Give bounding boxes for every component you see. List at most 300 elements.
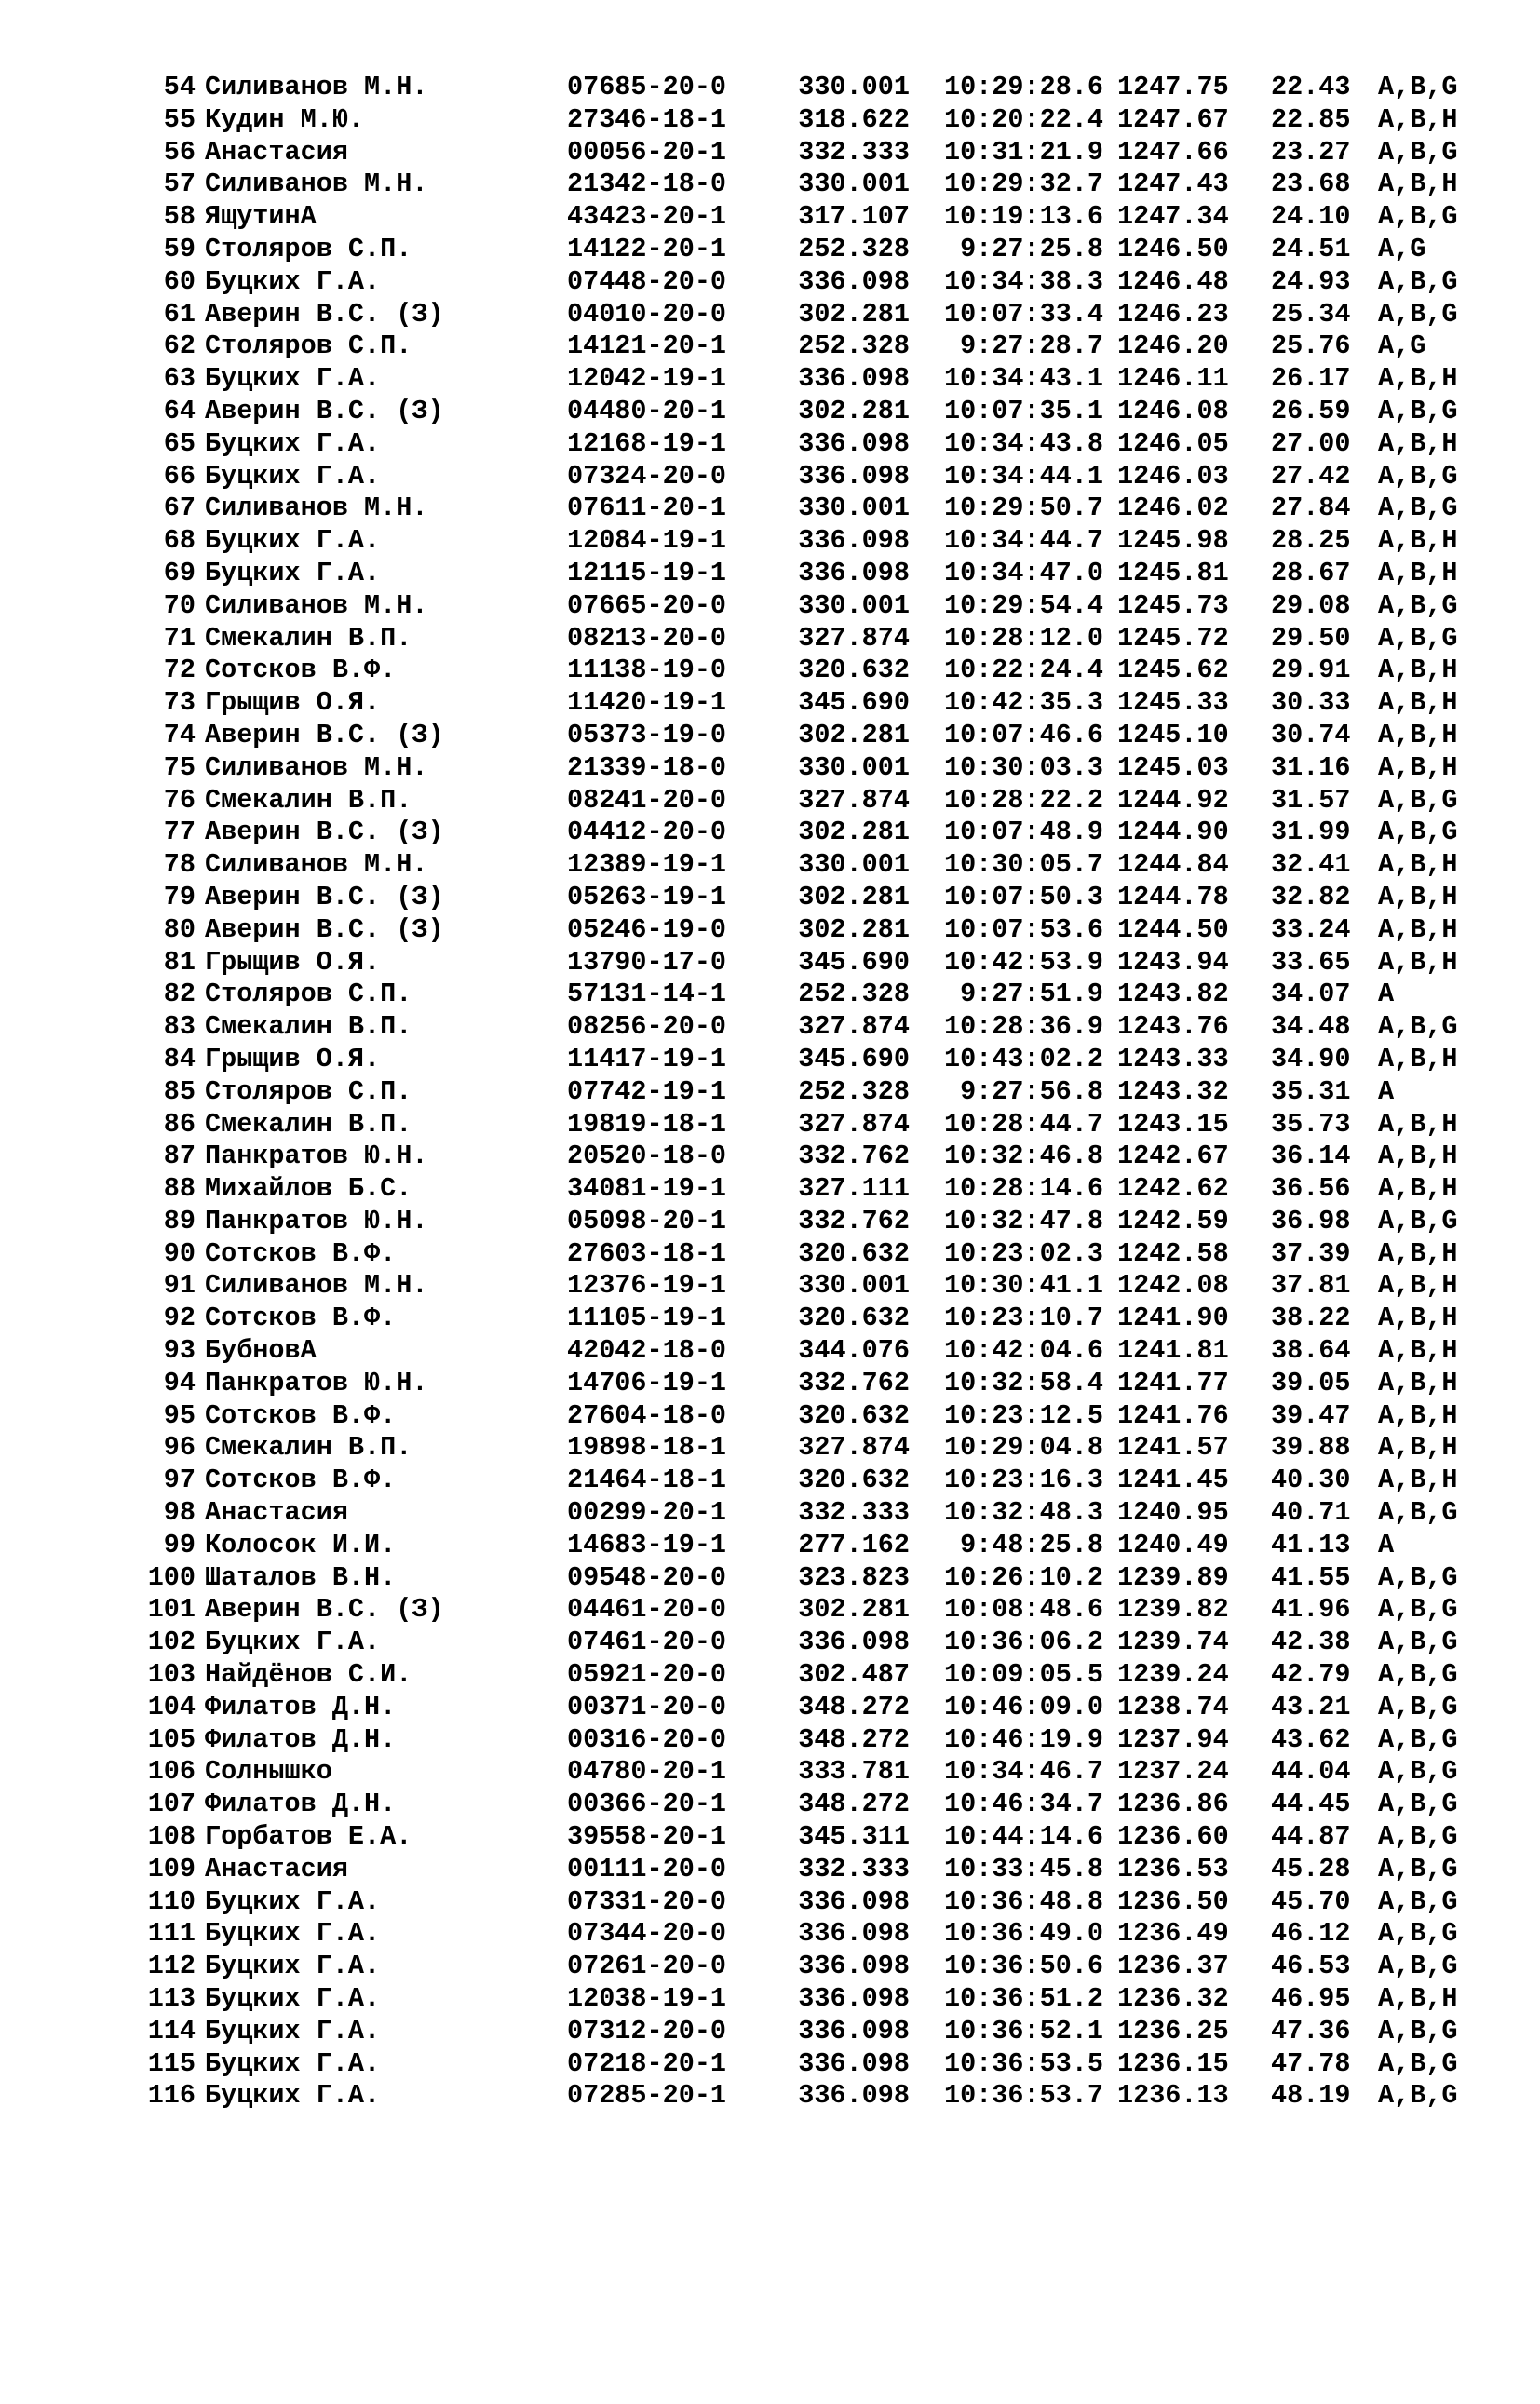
speed-cell: 1240.49 [1117, 1529, 1229, 1560]
rank-cell: 109 [147, 1853, 196, 1884]
ring-number-cell: 04010-20-0 [567, 298, 727, 330]
distance-cell: 320.632 [798, 655, 910, 686]
participant-name-cell: Сотсков В.Ф. [205, 1303, 397, 1334]
flags-cell: A [1378, 1529, 1395, 1560]
ring-number-cell: 00111-20-0 [567, 1853, 727, 1884]
arrival-time-cell: 10:30:41.1 [943, 1270, 1103, 1302]
arrival-time-cell: 10:30:05.7 [943, 849, 1103, 881]
ring-number-cell: 14683-19-1 [567, 1529, 727, 1560]
ring-number-cell: 19898-18-1 [567, 1432, 727, 1464]
result-row [0, 947, 1540, 979]
distance-cell: 336.098 [798, 427, 910, 459]
participant-name-cell: Буцких Г.А. [205, 427, 381, 459]
ring-number-cell: 39558-20-1 [567, 1821, 727, 1853]
ring-number-cell: 07344-20-0 [567, 1918, 727, 1950]
result-row [0, 2016, 1540, 2048]
result-row [0, 1303, 1540, 1335]
distance-cell: 327.874 [798, 1108, 910, 1140]
flags-cell: A,G [1378, 233, 1426, 264]
rank-cell: 115 [147, 2047, 196, 2079]
arrival-time-cell: 10:43:02.2 [943, 1043, 1103, 1074]
ring-number-cell: 14121-20-1 [567, 331, 727, 362]
ring-number-cell: 08213-20-0 [567, 622, 727, 654]
arrival-time-cell: 10:46:09.0 [943, 1691, 1103, 1722]
ring-number-cell: 07261-20-0 [567, 1951, 727, 1982]
participant-name-cell: Силиванов М.Н. [205, 72, 428, 102]
flags-cell: A,B,H [1378, 1983, 1458, 2015]
result-row [0, 104, 1540, 137]
rank-cell: 61 [163, 298, 196, 330]
arrival-time-cell: 9:27:51.9 [960, 979, 1103, 1010]
flags-cell: A,B,H [1378, 751, 1458, 783]
result-row [0, 1270, 1540, 1303]
coefficient-cell: 24.51 [1271, 233, 1351, 264]
flags-cell: A,B,G [1378, 72, 1458, 102]
speed-cell: 1243.94 [1117, 946, 1229, 978]
ring-number-cell: 09548-20-0 [567, 1561, 727, 1593]
result-row [0, 1206, 1540, 1238]
ring-number-cell: 07324-20-0 [567, 460, 727, 492]
speed-cell: 1245.03 [1117, 751, 1229, 783]
result-row [0, 1692, 1540, 1724]
participant-name-cell: БубновА [205, 1335, 317, 1367]
speed-cell: 1241.77 [1117, 1367, 1229, 1398]
ring-number-cell: 00056-20-1 [567, 136, 727, 168]
coefficient-cell: 43.62 [1271, 1723, 1351, 1755]
distance-cell: 332.762 [798, 1141, 910, 1172]
coefficient-cell: 34.07 [1271, 979, 1351, 1010]
flags-cell: A,B,G [1378, 1205, 1458, 1236]
coefficient-cell: 35.73 [1271, 1108, 1351, 1140]
arrival-time-cell: 10:07:35.1 [943, 395, 1103, 426]
participant-name-cell: Смекалин В.П. [205, 784, 412, 816]
flags-cell: A,B,G [1378, 589, 1458, 621]
coefficient-cell: 47.36 [1271, 2015, 1351, 2046]
distance-cell: 277.162 [798, 1529, 910, 1560]
distance-cell: 302.281 [798, 1594, 910, 1626]
rank-cell: 101 [147, 1594, 196, 1626]
rank-cell: 74 [163, 719, 196, 750]
rank-cell: 104 [147, 1691, 196, 1722]
distance-cell: 336.098 [798, 2015, 910, 2046]
distance-cell: 332.762 [798, 1205, 910, 1236]
rank-cell: 79 [163, 881, 196, 912]
coefficient-cell: 44.87 [1271, 1821, 1351, 1853]
result-row [0, 72, 1540, 104]
result-row [0, 1076, 1540, 1109]
flags-cell: A,B,G [1378, 1011, 1458, 1043]
ring-number-cell: 07685-20-0 [567, 72, 727, 102]
ring-number-cell: 12389-19-1 [567, 849, 727, 881]
flags-cell: A,B,G [1378, 1789, 1458, 1820]
coefficient-cell: 30.74 [1271, 719, 1351, 750]
arrival-time-cell: 9:48:25.8 [960, 1529, 1103, 1560]
ring-number-cell: 12376-19-1 [567, 1270, 727, 1302]
flags-cell: A,B,H [1378, 557, 1458, 588]
speed-cell: 1241.57 [1117, 1432, 1229, 1464]
flags-cell: A,B,H [1378, 427, 1458, 459]
participant-name-cell: Столяров С.П. [205, 331, 412, 362]
speed-cell: 1243.32 [1117, 1075, 1229, 1107]
ring-number-cell: 07331-20-0 [567, 1885, 727, 1917]
arrival-time-cell: 10:07:53.6 [943, 913, 1103, 945]
result-row [0, 1854, 1540, 1886]
arrival-time-cell: 10:36:50.6 [943, 1951, 1103, 1982]
arrival-time-cell: 10:28:14.6 [943, 1173, 1103, 1205]
speed-cell: 1246.03 [1117, 460, 1229, 492]
coefficient-cell: 28.67 [1271, 557, 1351, 588]
rank-cell: 87 [163, 1141, 196, 1172]
arrival-time-cell: 10:22:24.4 [943, 655, 1103, 686]
speed-cell: 1243.76 [1117, 1011, 1229, 1043]
speed-cell: 1241.81 [1117, 1335, 1229, 1367]
distance-cell: 336.098 [798, 557, 910, 588]
ring-number-cell: 00371-20-0 [567, 1691, 727, 1722]
rank-cell: 55 [163, 103, 196, 135]
arrival-time-cell: 10:26:10.2 [943, 1561, 1103, 1593]
speed-cell: 1245.81 [1117, 557, 1229, 588]
ring-number-cell: 00316-20-0 [567, 1723, 727, 1755]
flags-cell: A,B,H [1378, 881, 1458, 912]
speed-cell: 1247.34 [1117, 201, 1229, 233]
rank-cell: 110 [147, 1885, 196, 1917]
rank-cell: 81 [163, 946, 196, 978]
result-row [0, 266, 1540, 299]
coefficient-cell: 31.99 [1271, 817, 1351, 848]
result-row [0, 623, 1540, 655]
arrival-time-cell: 10:34:47.0 [943, 557, 1103, 588]
arrival-time-cell: 10:34:44.7 [943, 525, 1103, 557]
arrival-time-cell: 10:29:04.8 [943, 1432, 1103, 1464]
speed-cell: 1242.67 [1117, 1141, 1229, 1172]
ring-number-cell: 12038-19-1 [567, 1983, 727, 2015]
ring-number-cell: 07285-20-1 [567, 2080, 727, 2112]
rank-cell: 108 [147, 1821, 196, 1853]
speed-cell: 1247.75 [1117, 72, 1229, 102]
distance-cell: 344.076 [798, 1335, 910, 1367]
speed-cell: 1245.10 [1117, 719, 1229, 750]
distance-cell: 302.281 [798, 817, 910, 848]
rank-cell: 105 [147, 1723, 196, 1755]
rank-cell: 83 [163, 1011, 196, 1043]
speed-cell: 1239.89 [1117, 1561, 1229, 1593]
arrival-time-cell: 10:23:16.3 [943, 1465, 1103, 1496]
distance-cell: 336.098 [798, 1983, 910, 2015]
flags-cell: A,B,G [1378, 1951, 1458, 1982]
speed-cell: 1236.32 [1117, 1983, 1229, 2015]
distance-cell: 302.281 [798, 881, 910, 912]
participant-name-cell: Смекалин В.П. [205, 1011, 412, 1043]
rank-cell: 76 [163, 784, 196, 816]
ring-number-cell: 21342-18-0 [567, 169, 727, 200]
flags-cell: A,B,H [1378, 1270, 1458, 1302]
speed-cell: 1246.23 [1117, 298, 1229, 330]
rank-cell: 86 [163, 1108, 196, 1140]
speed-cell: 1245.33 [1117, 687, 1229, 719]
participant-name-cell: ЯщутинА [205, 201, 317, 233]
coefficient-cell: 40.30 [1271, 1465, 1351, 1496]
rank-cell: 65 [163, 427, 196, 459]
flags-cell: A,B,G [1378, 136, 1458, 168]
result-row [0, 1497, 1540, 1530]
flags-cell: A,B,G [1378, 817, 1458, 848]
flags-cell: A,B,H [1378, 1237, 1458, 1269]
result-row [0, 396, 1540, 428]
participant-name-cell: Смекалин В.П. [205, 622, 412, 654]
arrival-time-cell: 10:34:38.3 [943, 265, 1103, 297]
flags-cell: A,B,G [1378, 1918, 1458, 1950]
speed-cell: 1246.11 [1117, 363, 1229, 395]
coefficient-cell: 29.08 [1271, 589, 1351, 621]
result-row [0, 1432, 1540, 1465]
distance-cell: 348.272 [798, 1691, 910, 1722]
result-row [0, 914, 1540, 947]
flags-cell: A,B,H [1378, 1465, 1458, 1496]
arrival-time-cell: 10:09:05.5 [943, 1659, 1103, 1691]
ring-number-cell: 43423-20-1 [567, 201, 727, 233]
result-row [0, 1173, 1540, 1206]
coefficient-cell: 45.70 [1271, 1885, 1351, 1917]
result-row [0, 461, 1540, 493]
distance-cell: 327.874 [798, 784, 910, 816]
coefficient-cell: 23.68 [1271, 169, 1351, 200]
speed-cell: 1238.74 [1117, 1691, 1229, 1722]
arrival-time-cell: 10:29:28.6 [943, 72, 1103, 102]
coefficient-cell: 42.79 [1271, 1659, 1351, 1691]
participant-name-cell: Кудин М.Ю. [205, 103, 365, 135]
flags-cell: A,B,H [1378, 655, 1458, 686]
ring-number-cell: 07742-19-1 [567, 1075, 727, 1107]
result-row [0, 1659, 1540, 1692]
result-row [0, 1951, 1540, 1983]
ring-number-cell: 27604-18-0 [567, 1399, 727, 1431]
distance-cell: 332.333 [798, 1853, 910, 1884]
distance-cell: 327.874 [798, 1011, 910, 1043]
flags-cell: A,B,G [1378, 265, 1458, 297]
ring-number-cell: 21339-18-0 [567, 751, 727, 783]
coefficient-cell: 30.33 [1271, 687, 1351, 719]
result-row [0, 1335, 1540, 1368]
speed-cell: 1242.62 [1117, 1173, 1229, 1205]
participant-name-cell: Филатов Д.Н. [205, 1691, 397, 1722]
flags-cell: A,B,G [1378, 1691, 1458, 1722]
result-row [0, 558, 1540, 590]
flags-cell: A,B,G [1378, 1723, 1458, 1755]
result-row [0, 1238, 1540, 1271]
speed-cell: 1245.62 [1117, 655, 1229, 686]
coefficient-cell: 23.27 [1271, 136, 1351, 168]
distance-cell: 348.272 [798, 1723, 910, 1755]
rank-cell: 75 [163, 751, 196, 783]
distance-cell: 330.001 [798, 72, 910, 102]
rank-cell: 57 [163, 169, 196, 200]
result-row [0, 201, 1540, 234]
participant-name-cell: Силиванов М.Н. [205, 849, 428, 881]
participant-name-cell: Сотсков В.Ф. [205, 1399, 397, 1431]
distance-cell: 320.632 [798, 1465, 910, 1496]
flags-cell: A,B,G [1378, 395, 1458, 426]
ring-number-cell: 07461-20-0 [567, 1627, 727, 1658]
arrival-time-cell: 10:29:50.7 [943, 493, 1103, 524]
arrival-time-cell: 10:36:53.5 [943, 2047, 1103, 2079]
flags-cell: A,B,G [1378, 1627, 1458, 1658]
rank-cell: 71 [163, 622, 196, 654]
result-row [0, 234, 1540, 266]
result-row [0, 882, 1540, 914]
arrival-time-cell: 10:46:34.7 [943, 1789, 1103, 1820]
arrival-time-cell: 10:23:02.3 [943, 1237, 1103, 1269]
result-row [0, 1821, 1540, 1854]
participant-name-cell: Буцких Г.А. [205, 460, 381, 492]
ring-number-cell: 04780-20-1 [567, 1756, 727, 1788]
flags-cell: A,B,H [1378, 1173, 1458, 1205]
coefficient-cell: 40.71 [1271, 1497, 1351, 1529]
rank-cell: 77 [163, 817, 196, 848]
speed-cell: 1243.82 [1117, 979, 1229, 1010]
ring-number-cell: 14706-19-1 [567, 1367, 727, 1398]
ring-number-cell: 11417-19-1 [567, 1043, 727, 1074]
rank-cell: 98 [163, 1497, 196, 1529]
coefficient-cell: 43.21 [1271, 1691, 1351, 1722]
rank-cell: 60 [163, 265, 196, 297]
coefficient-cell: 26.17 [1271, 363, 1351, 395]
rank-cell: 58 [163, 201, 196, 233]
coefficient-cell: 32.41 [1271, 849, 1351, 881]
flags-cell: A,B,H [1378, 946, 1458, 978]
rank-cell: 67 [163, 493, 196, 524]
result-row [0, 1724, 1540, 1757]
participant-name-cell: Панкратов Ю.Н. [205, 1141, 428, 1172]
rank-cell: 102 [147, 1627, 196, 1658]
distance-cell: 302.281 [798, 913, 910, 945]
rank-cell: 97 [163, 1465, 196, 1496]
distance-cell: 345.690 [798, 1043, 910, 1074]
distance-cell: 345.690 [798, 946, 910, 978]
participant-name-cell: Буцких Г.А. [205, 1885, 381, 1917]
distance-cell: 345.690 [798, 687, 910, 719]
rank-cell: 111 [147, 1918, 196, 1950]
ring-number-cell: 04480-20-1 [567, 395, 727, 426]
arrival-time-cell: 10:30:03.3 [943, 751, 1103, 783]
speed-cell: 1244.84 [1117, 849, 1229, 881]
arrival-time-cell: 10:28:44.7 [943, 1108, 1103, 1140]
distance-cell: 302.487 [798, 1659, 910, 1691]
result-row [0, 1594, 1540, 1627]
arrival-time-cell: 10:28:12.0 [943, 622, 1103, 654]
rank-cell: 68 [163, 525, 196, 557]
result-row [0, 1789, 1540, 1821]
flags-cell: A [1378, 979, 1395, 1010]
arrival-time-cell: 10:29:54.4 [943, 589, 1103, 621]
participant-name-cell: Аверин В.С. (З) [205, 1594, 444, 1626]
arrival-time-cell: 10:36:52.1 [943, 2015, 1103, 2046]
ring-number-cell: 08256-20-0 [567, 1011, 727, 1043]
distance-cell: 330.001 [798, 849, 910, 881]
participant-name-cell: Аверин В.С. (З) [205, 719, 444, 750]
speed-cell: 1244.90 [1117, 817, 1229, 848]
arrival-time-cell: 10:31:21.9 [943, 136, 1103, 168]
result-row [0, 1109, 1540, 1141]
ring-number-cell: 04461-20-0 [567, 1594, 727, 1626]
rank-cell: 103 [147, 1659, 196, 1691]
distance-cell: 327.111 [798, 1173, 910, 1205]
participant-name-cell: Столяров С.П. [205, 233, 412, 264]
flags-cell: A,B,G [1378, 2080, 1458, 2112]
rank-cell: 64 [163, 395, 196, 426]
participant-name-cell: Силиванов М.Н. [205, 493, 428, 524]
coefficient-cell: 27.84 [1271, 493, 1351, 524]
speed-cell: 1245.98 [1117, 525, 1229, 557]
ring-number-cell: 05921-20-0 [567, 1659, 727, 1691]
arrival-time-cell: 10:29:32.7 [943, 169, 1103, 200]
result-row [0, 493, 1540, 525]
coefficient-cell: 22.43 [1271, 72, 1351, 102]
participant-name-cell: Столяров С.П. [205, 979, 412, 1010]
arrival-time-cell: 10:08:48.6 [943, 1594, 1103, 1626]
rank-cell: 114 [147, 2015, 196, 2046]
participant-name-cell: Анастасия [205, 136, 348, 168]
distance-cell: 348.272 [798, 1789, 910, 1820]
result-row [0, 428, 1540, 461]
result-row [0, 1044, 1540, 1076]
distance-cell: 320.632 [798, 1303, 910, 1334]
flags-cell: A,B,H [1378, 1335, 1458, 1367]
distance-cell: 302.281 [798, 719, 910, 750]
arrival-time-cell: 10:32:48.3 [943, 1497, 1103, 1529]
ring-number-cell: 42042-18-0 [567, 1335, 727, 1367]
coefficient-cell: 39.88 [1271, 1432, 1351, 1464]
participant-name-cell: Буцких Г.А. [205, 2047, 381, 2079]
ring-number-cell: 07312-20-0 [567, 2015, 727, 2046]
speed-cell: 1244.50 [1117, 913, 1229, 945]
arrival-time-cell: 10:07:46.6 [943, 719, 1103, 750]
flags-cell: A,B,H [1378, 169, 1458, 200]
distance-cell: 336.098 [798, 1918, 910, 1950]
result-row [0, 817, 1540, 849]
result-row [0, 1886, 1540, 1919]
coefficient-cell: 41.13 [1271, 1529, 1351, 1560]
participant-name-cell: Филатов Д.Н. [205, 1789, 397, 1820]
participant-name-cell: Панкратов Ю.Н. [205, 1367, 428, 1398]
rank-cell: 78 [163, 849, 196, 881]
distance-cell: 323.823 [798, 1561, 910, 1593]
distance-cell: 252.328 [798, 979, 910, 1010]
ring-number-cell: 07448-20-0 [567, 265, 727, 297]
flags-cell: A,B,G [1378, 1885, 1458, 1917]
coefficient-cell: 37.39 [1271, 1237, 1351, 1269]
rank-cell: 106 [147, 1756, 196, 1788]
speed-cell: 1239.74 [1117, 1627, 1229, 1658]
coefficient-cell: 44.45 [1271, 1789, 1351, 1820]
distance-cell: 345.311 [798, 1821, 910, 1853]
speed-cell: 1239.82 [1117, 1594, 1229, 1626]
arrival-time-cell: 10:34:43.8 [943, 427, 1103, 459]
flags-cell: A,B,G [1378, 784, 1458, 816]
participant-name-cell: Буцких Г.А. [205, 1983, 381, 2015]
result-row [0, 1983, 1540, 2016]
distance-cell: 332.762 [798, 1367, 910, 1398]
result-row [0, 849, 1540, 882]
arrival-time-cell: 10:34:43.1 [943, 363, 1103, 395]
coefficient-cell: 39.47 [1271, 1399, 1351, 1431]
speed-cell: 1243.15 [1117, 1108, 1229, 1140]
rank-cell: 70 [163, 589, 196, 621]
coefficient-cell: 38.22 [1271, 1303, 1351, 1334]
result-row [0, 363, 1540, 396]
result-row [0, 1562, 1540, 1595]
arrival-time-cell: 10:32:46.8 [943, 1141, 1103, 1172]
ring-number-cell: 00299-20-1 [567, 1497, 727, 1529]
